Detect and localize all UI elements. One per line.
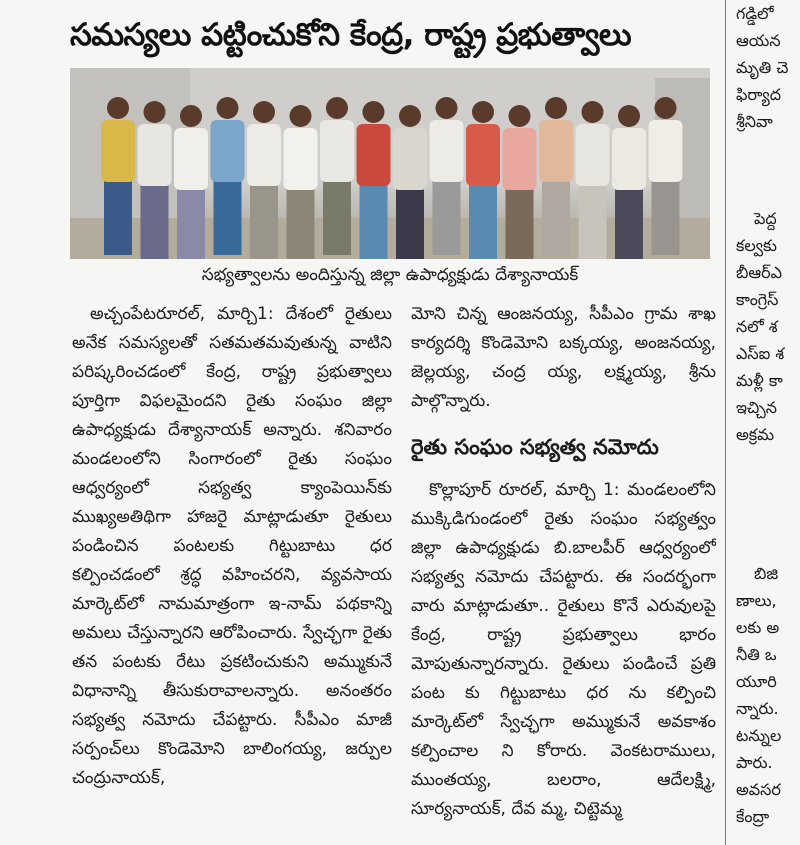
strip-line: యూరి bbox=[736, 672, 777, 691]
strip-line: కల్వకు bbox=[736, 236, 777, 255]
strip-block-3 bbox=[736, 560, 781, 830]
person-figure bbox=[138, 101, 172, 259]
strip-line: ఎస్ఐ శ bbox=[736, 344, 785, 363]
article-1-body: అచ్చంపేటరూరల్, మార్చి1: దేశంలో రైతులు అనేక సమస్యలతో సతమతమవుతున్న వాటిని పరిష్కరించడంలో కేంద్ర, రాష్ట్ర ప్రభుత్వాలు పూర్తిగా విఫలమైందని రైతు సంఘం జిల్లా ఉపాధ్యక్షుడు దేశ్యానాయక్ అన్నారు. శనివారం మండలంలోని సింగారంలో రైతు సంఘం ఆధ్వర్యంలో సభ్యత్వ క్యాంపెయిన్‌కు ముఖ్యఅతిథిగా హాజరై మాట్లాడుతూ రైతులు పండించిన పంటలకు గిట్టుబాటు ధర కల్పించడంలో శ్రద్ధ వహించరని, వ్యవసాయ మార్కెట్‌లో నామమాత్రంగా ఇ-నామ్ పథకాన్ని అమలు చేస్తున్నారని ఆరోపించారు. స్వేచ్ఛగా రైతు తన పంటకు రేటు ప్రకటించుకుని అమ్ముకునే విధానాన్ని తీసుకురావాలన్నారు. అనంతరం సభ్యత్వ నమోదు చేపట్టారు. సీపీఎం మాజీ సర్పంచ్‌లు కొండెమోని బాలింగయ్య, జర్పుల చంద్రునాయక్, bbox=[72, 304, 392, 788]
strip-line: బీఆర్ఎ bbox=[736, 263, 782, 282]
person-figure bbox=[576, 101, 610, 259]
person-figure bbox=[430, 97, 464, 255]
person-figure bbox=[174, 105, 208, 259]
person-figure bbox=[357, 101, 391, 259]
strip-line: టన్నుల bbox=[736, 726, 782, 745]
headline: సమస్యలు పట్టించుకోని కేంద్ర, రాష్ట్ర ప్రభుత్వాలు bbox=[70, 17, 632, 53]
adjacent-article-strip bbox=[732, 0, 800, 845]
strip-block-1 bbox=[736, 0, 788, 135]
strip-line: లకు అ bbox=[736, 618, 780, 637]
news-photo bbox=[70, 68, 710, 259]
person-figure bbox=[466, 101, 500, 259]
person-figure bbox=[539, 97, 573, 255]
strip-line: నీతి ఒ bbox=[736, 645, 777, 664]
strip-line: మళ్లీ కా bbox=[736, 371, 783, 390]
person-figure bbox=[247, 101, 281, 259]
person-figure bbox=[649, 97, 683, 255]
strip-line: అవసర bbox=[736, 780, 781, 799]
photo-caption: సభ్యత్వాలను అందిస్తున్న జిల్లా ఉపాధ్యక్షుడు దేశ్యానాయక్ bbox=[201, 265, 579, 285]
strip-line: ఫిర్యాద bbox=[736, 85, 781, 104]
strip-block-2 bbox=[736, 205, 784, 448]
strip-line: అక్రమ bbox=[736, 425, 775, 444]
strip-line: పారు. bbox=[736, 753, 773, 772]
group-photo-illustration bbox=[70, 68, 710, 259]
middle-column bbox=[411, 300, 716, 845]
person-figure bbox=[284, 105, 318, 259]
article-2-body: కొల్లాపూర్ రూరల్, మార్చి 1: మండలంలోని ముక్కిడిగుండంలో రైతు సంఘం సభ్యత్వం జిల్లా ఉపాధ్యక్షుడు బి.బాలపీర్ ఆధ్వర్యంలో సభ్యత్వ నమోదు చేపట్టారు. ఈ సందర్భంగా వారు మాట్లాడుతూ.. రైతులు కొనే ఎరువులపై కేంద్ర, రాష్ట్ర ప్రభుత్వాలు భారం మోపుతున్నారన్నారు. రైతులు పండించే ప్రతి పంట కు గిట్టుబాటు ధర ను కల్పించి మార్కెట్‌లో స్వేచ్ఛగా అమ్ముకునే అవకాశం కల్పించాల ని కోరారు. వెంకటరాములు, ముంతయ్య, బలరాం, ఆదేలక్ష్మి, సూర్యనాయక్, దేవ మ్మ, చిట్టెమ్మ bbox=[411, 480, 716, 819]
strip-line: ఆయన bbox=[736, 31, 781, 50]
strip-line: కాంగ్రెస్ bbox=[736, 290, 779, 309]
person-figure bbox=[211, 97, 245, 255]
person-figure bbox=[612, 105, 646, 259]
strip-line: శ్రీనివా bbox=[736, 112, 773, 131]
article-2-headline: రైతు సంఘం సభ్యత్వ నమోదు bbox=[411, 435, 659, 459]
strip-line: బిజి bbox=[754, 564, 779, 583]
column-divider bbox=[725, 0, 726, 845]
person-figure bbox=[320, 97, 354, 255]
person-figure bbox=[101, 97, 135, 255]
strip-line: ఇచ్చిన bbox=[736, 398, 777, 417]
strip-line: పెద్ద bbox=[754, 209, 777, 228]
strip-line: మృతి చె bbox=[736, 58, 789, 77]
article-1-body-column bbox=[72, 300, 392, 845]
strip-line: కేంద్రా bbox=[736, 807, 770, 826]
strip-line: గడ్డిలో bbox=[736, 4, 774, 23]
person-figure bbox=[503, 105, 537, 259]
article-1-continued: మోని చిన్న ఆంజనయ్య, సీపీఎం గ్రామ శాఖ కార్యదర్శి కొండెమోని బక్కయ్య, అంజనయ్య, జెల్లయ్య, చంద్ర య్య, లక్ష్మయ్య, శ్రీను పాల్గొన్నారు. bbox=[411, 304, 716, 411]
strip-line: నలో శ bbox=[736, 317, 778, 336]
strip-line: న్నారు. bbox=[736, 699, 779, 718]
person-figure bbox=[393, 105, 427, 259]
strip-line: ణాలు, bbox=[736, 591, 777, 610]
